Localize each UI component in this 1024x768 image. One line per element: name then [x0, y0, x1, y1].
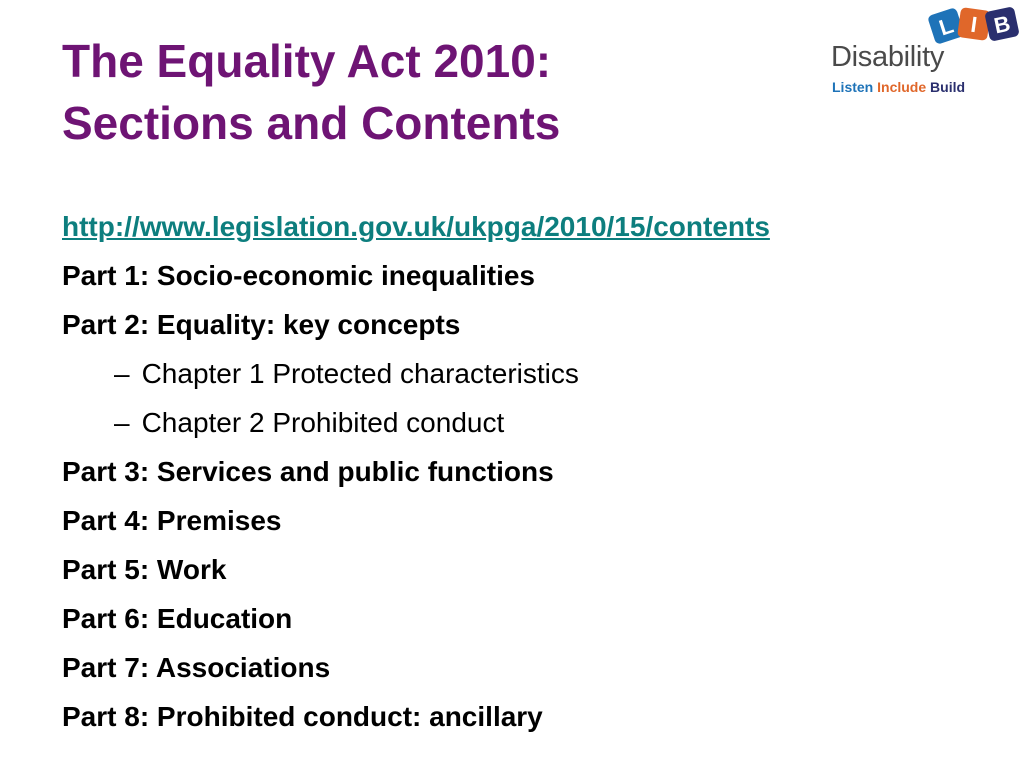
legislation-link[interactable]: http://www.legislation.gov.uk/ukpga/2010/15/contents [62, 211, 770, 242]
tagline-build: Build [930, 79, 966, 95]
logo-wordmark: Disability [831, 41, 945, 73]
tile-i-letter: I [969, 11, 979, 38]
tile-l-letter: L [935, 12, 957, 41]
tile-b-letter: B [991, 10, 1013, 39]
part-6-item: Part 6: Education [62, 603, 293, 634]
part-2-item: Part 2: Equality: key concepts [62, 309, 461, 340]
legislation-link-row [62, 202, 1002, 251]
part-7-item: Part 7: Associations [62, 652, 331, 683]
part-1-item: Part 1: Socio-economic inequalities [62, 260, 536, 291]
chapter-1-item [62, 349, 1002, 398]
part-3-item: Part 3: Services and public functions [62, 456, 554, 487]
part-5-item: Part 5: Work [62, 554, 227, 585]
chapter-2-item [62, 398, 1002, 447]
chapter-1-label: Chapter 1 Protected characteristics [141, 358, 579, 389]
slide-content [62, 202, 1002, 741]
tagline-include: Include [877, 79, 927, 95]
bullet-dash: – [114, 407, 130, 438]
chapter-2-label: Chapter 2 Prohibited conduct [141, 407, 505, 438]
disability-lib-logo [828, 2, 1018, 98]
slide-title-line-2: Sections and Contents [62, 97, 561, 149]
tagline-listen: Listen [832, 79, 874, 95]
bullet-dash: – [114, 358, 130, 389]
part-8-item: Part 8: Prohibited conduct: ancillary [62, 701, 543, 732]
logo-tagline [832, 78, 965, 96]
slide-title [62, 30, 560, 154]
part-4-item: Part 4: Premises [62, 505, 282, 536]
slide-title-line-1: The Equality Act 2010: [62, 35, 552, 87]
